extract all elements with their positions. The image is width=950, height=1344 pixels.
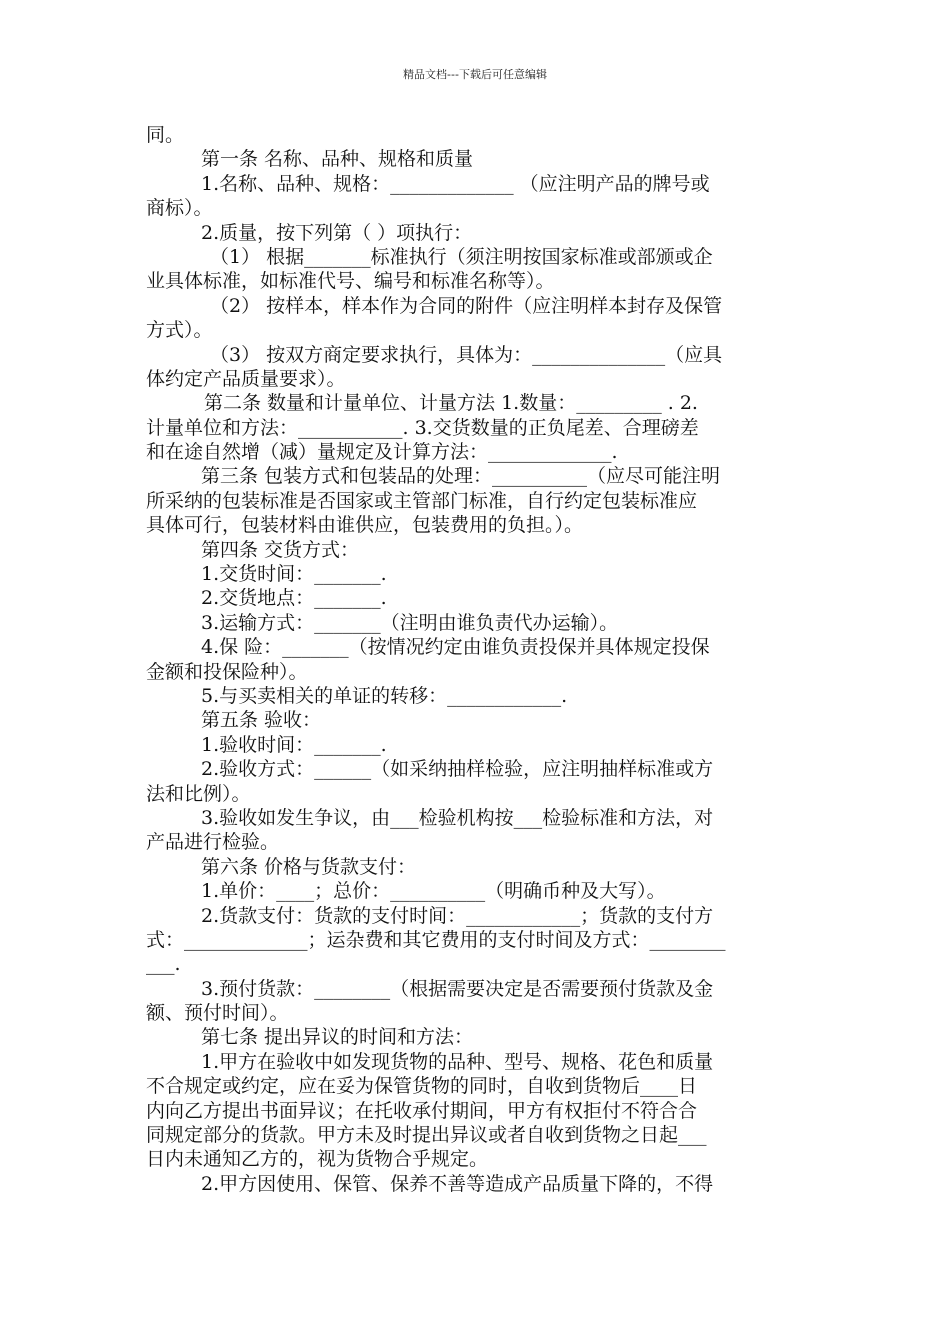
text-line: 不合规定或约定，应在妥为保管货物的同时，自收到货物后____日 bbox=[146, 1075, 698, 1098]
text-line: 2.货款支付：货款的支付时间：____________；货款的支付方 bbox=[201, 904, 714, 927]
text-line: 所采纳的包装标准是否国家或主管部门标准，自行约定包装标准应 bbox=[146, 489, 698, 512]
text-line: （3） 按双方商定要求执行，具体为：______________（应具 bbox=[210, 343, 723, 366]
clause-3-heading: 第三条 包装方式和包装品的处理：__________（应尽可能注明 bbox=[201, 465, 721, 488]
clause-5-heading: 第五条 验收： bbox=[201, 709, 322, 732]
text-line: 5.与买卖相关的单证的转移：____________. bbox=[201, 684, 568, 707]
text-line: 1.单价：____；总价：__________（明确币种及大写）。 bbox=[201, 880, 666, 903]
text-line: 和在途自然增（减）量规定及计算方法：_____________. bbox=[146, 441, 618, 464]
text-line: 体约定产品质量要求）。 bbox=[146, 367, 346, 390]
contract-body bbox=[146, 123, 810, 1196]
text-line: 4.保 险：_______（按情况约定由谁负责投保并具体规定投保 bbox=[201, 636, 710, 659]
text-line: 方式）。 bbox=[146, 319, 213, 342]
text-line: 金额和投保险种）。 bbox=[146, 660, 308, 683]
text-line: 2.质量，按下列第（ ）项执行： bbox=[201, 221, 473, 244]
text-line: 3.运输方式：_______（注明由谁负责代办运输）。 bbox=[201, 611, 619, 634]
text-line: 2.甲方因使用、保管、保养不善等造成产品质量下降的，不得 bbox=[201, 1172, 714, 1195]
clause-4-heading: 第四条 交货方式： bbox=[201, 538, 360, 561]
text-line: 式：_____________；运杂费和其它费用的支付时间及方式：________ bbox=[146, 928, 726, 951]
text-line: 1.名称、品种、规格：_____________ （应注明产品的牌号或 bbox=[201, 172, 710, 195]
text-line: 内向乙方提出书面异议；在托收承付期间，甲方有权拒付不符合合 bbox=[146, 1099, 698, 1122]
text-line: 具体可行，包装材料由谁供应，包装费用的负担。）。 bbox=[146, 514, 584, 537]
text-line: 计量单位和方法：___________. 3.交货数量的正负尾差、合理磅差 bbox=[146, 416, 699, 439]
text-line: 1.交货时间：_______. bbox=[201, 563, 387, 586]
text-line: （1） 根据_______标准执行（须注明按国家标准或部颁或企 bbox=[210, 245, 713, 268]
text-line: 1.甲方在验收中如发现货物的品种、型号、规格、花色和质量 bbox=[201, 1050, 714, 1073]
text-line: 额、预付时间）。 bbox=[146, 1002, 289, 1025]
text-line: 3.预付货款：________（根据需要决定是否需要预付货款及金 bbox=[201, 977, 714, 1000]
clause-2-heading: 第二条 数量和计量单位、计量方法 1.数量：_________ . 2. bbox=[204, 392, 698, 415]
text-line: 2.验收方式：______（如采纳抽样检验，应注明抽样标准或方 bbox=[201, 758, 714, 781]
text-line: 商标）。 bbox=[146, 197, 213, 220]
clause-6-heading: 第六条 价格与货款支付： bbox=[201, 855, 417, 878]
page-header: 精品文档---下载后可任意编辑 bbox=[403, 68, 547, 81]
text-line: 3.验收如发生争议，由___检验机构按___检验标准和方法，对 bbox=[201, 806, 714, 829]
text-line: 日内未通知乙方的，视为货物合乎规定。 bbox=[146, 1148, 489, 1171]
text-line: 业具体标准，如标准代号、编号和标准名称等）。 bbox=[146, 270, 555, 293]
text-line: （2） 按样本，样本作为合同的附件（应注明样本封存及保管 bbox=[210, 294, 723, 317]
text-line: 同规定部分的货款。甲方未及时提出异议或者自收到货物之日起___ bbox=[146, 1124, 707, 1147]
text-line: 产品进行检验。 bbox=[146, 831, 280, 854]
text-line: ___. bbox=[146, 953, 181, 976]
text-line: 同。 bbox=[146, 124, 185, 146]
clause-7-heading: 第七条 提出异议的时间和方法： bbox=[201, 1026, 474, 1049]
clause-1-heading: 第一条 名称、品种、规格和质量 bbox=[201, 148, 474, 171]
text-line: 1.验收时间：_______. bbox=[201, 733, 387, 756]
text-line: 法和比例）。 bbox=[146, 782, 251, 805]
text-line: 2.交货地点：_______. bbox=[201, 587, 387, 610]
